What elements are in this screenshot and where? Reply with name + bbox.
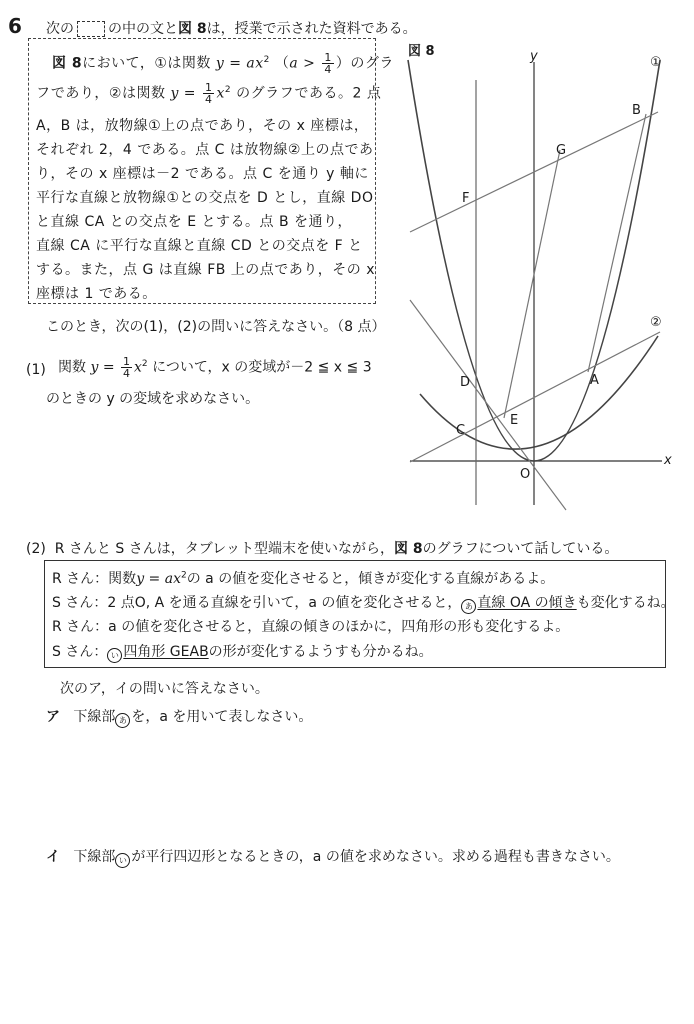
figure-title: 図 8 (408, 44, 435, 59)
q2-number: (2) (26, 541, 46, 557)
dialogue-line-2: S さん：2 点O, A を通る直線を引いて，a の値を変化させると， あ 直線 OA の傾きも変化するね。 (52, 592, 675, 614)
point-label: G (556, 143, 567, 158)
intro-post: の中の文と (108, 21, 178, 37)
after-box-text: このとき，次の(1)，(2)の問いに答えなさい。（8 点） (46, 319, 386, 335)
box-line-7: と直線 CA との交点を E とする。点 B を通り， (36, 214, 353, 230)
dialogue-line-4: S さん： い 四角形 GEABの形が変化するようすも分かるね。 (52, 641, 433, 663)
point-label: C (456, 423, 466, 438)
box-line-2: フであり，②は関数 y = $\frac{1}{4}$ $x^2$ のグラフである。2 点 (36, 81, 382, 106)
circled-i-icon: い (115, 853, 130, 868)
circled-i-icon: い (107, 648, 122, 663)
box-line-10: 座標は 1 である。 (36, 286, 157, 302)
fraction-one-quarter-3: $\frac{1}{4}$ (123, 355, 130, 380)
box-line-5: り，その x 座標は－2 である。点 C を通り y 軸に (36, 166, 369, 182)
segment-ab (588, 114, 646, 372)
curve-1-label: ① (650, 55, 662, 70)
dialogue-line-1: R さん：関数$y = ax^2$の a の値を変化させると，傾きが変化する直線があるよ。 (52, 570, 555, 587)
axis-y-label: y (530, 49, 538, 64)
box-line-9: する。また，点 G は直線 FB 上の点であり，その x (36, 262, 376, 278)
curve-2-label: ② (650, 315, 662, 330)
fraction-one-quarter: $\frac{1}{4}$ (324, 51, 332, 76)
line-ca (410, 332, 660, 462)
question-intro (46, 18, 417, 38)
intro-fig-ref: 図 8 (178, 21, 207, 37)
intro-pre: 次の (46, 21, 74, 37)
q1-line-2: のときの y の変域を求めなさい。 (46, 391, 260, 407)
circled-a-icon: あ (461, 599, 476, 614)
box-line-8: 直線 CA に平行な直線と直線 CD との交点を F と (36, 238, 363, 254)
q1-number: (1) (26, 362, 46, 378)
after-dialogue-text: 次のア，イの問いに答えなさい。 (60, 681, 269, 697)
point-label: F (462, 191, 470, 206)
intro-end: は，授業で示された資料である。 (206, 21, 417, 37)
box-line-3: A，B は，放物線①上の点であり，その x 座標は， (36, 118, 369, 134)
point-label: A (590, 373, 599, 388)
segment-ge (504, 150, 560, 418)
axis-x-label: x (664, 453, 672, 468)
q1-line-1: 関数 y = $\frac{1}{4}$ $x^2$ について，x の変域が－2 ≦ x ≦ 3 (58, 355, 372, 380)
line-do (410, 300, 566, 510)
point-label: E (510, 413, 519, 428)
question-number: 6 (8, 14, 22, 38)
figure-graph (400, 40, 690, 520)
dialogue-line-3: R さん：a の値を変化させると，直線の傾きのほかに，四角形の形も変化するよ。 (52, 619, 570, 635)
fraction-one-quarter-2: $\frac{1}{4}$ (204, 81, 213, 106)
question-i: イ 下線部 い が平行四辺形となるときの，a の値を求めなさい。求める過程も書きなさい。 (46, 846, 620, 868)
point-label: D (460, 375, 471, 390)
q2-line: (2) R さんと S さんは，タブレット型端末を使いながら，図 8のグラフについて話している。 (26, 541, 619, 557)
circled-a-icon: あ (115, 713, 130, 728)
box-line-6: 平行な直線と放物線①との交点を D とし，直線 DO (36, 190, 374, 206)
dashed-box-icon (77, 21, 105, 37)
box-line-1: 図 8において，①は関数 $y = ax^2$ （a > $\frac{1}{4}$ ）のグラ (52, 51, 394, 76)
point-label: B (632, 103, 641, 118)
point-label: O (520, 467, 531, 482)
box-line-4: それぞれ 2，4 である。点 C は放物線②上の点であ (36, 142, 374, 158)
question-a: ア 下線部 あ を，a を用いて表しなさい。 (46, 706, 312, 728)
